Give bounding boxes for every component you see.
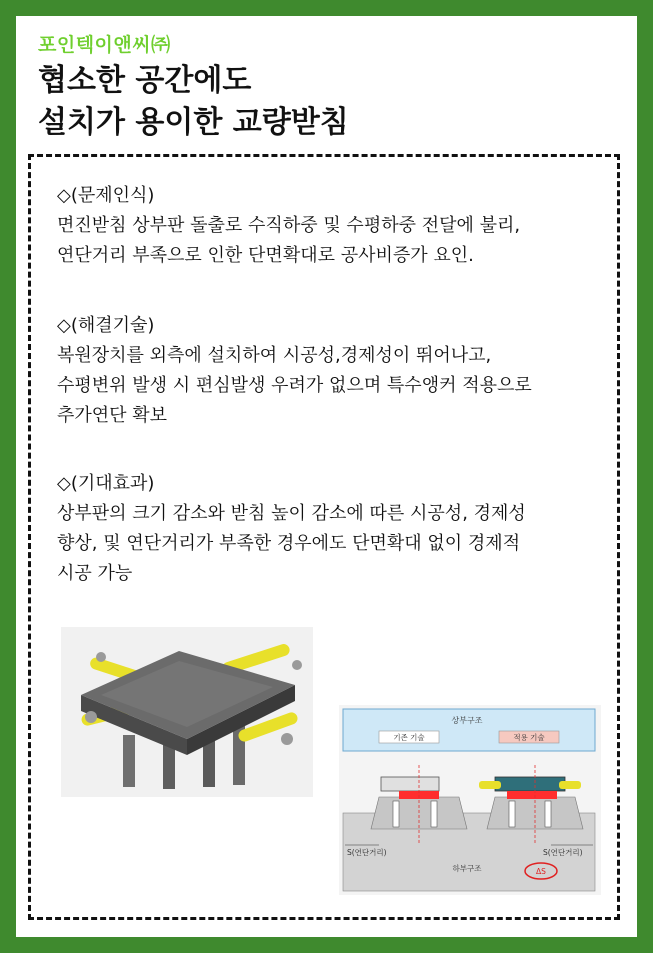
section-solution [57, 311, 532, 431]
edge-distance-right-label: S(연단거리) [543, 848, 583, 857]
section-line: 향상, 및 연단거리가 부족한 경우에도 단면확대 없이 경제적 [57, 533, 521, 554]
content-box [28, 154, 620, 920]
lower-structure-label: 하부구조 [452, 864, 482, 873]
section-line: 면진받침 상부판 돌출로 수직하중 및 수평하중 전달에 불리, [57, 215, 521, 236]
existing-tech-label: 기존 기술 [393, 733, 425, 742]
title-line-2: 설치가 용이한 교량받침 [38, 105, 349, 140]
delta-s-label: ΔS [536, 867, 546, 876]
section-effect [57, 469, 526, 589]
section-heading: ◇(문제인식) [57, 185, 155, 206]
section-line: 연단거리 부족으로 인한 단면확대로 공사비증가 요인. [57, 245, 474, 266]
card-panel [16, 16, 637, 937]
edge-distance-left-label: S(연단거리) [347, 848, 387, 857]
section-line: 추가연단 확보 [57, 405, 168, 426]
title-line-1: 협소한 공간에도 [38, 63, 252, 98]
applied-tech-label: 적용 기술 [513, 733, 545, 742]
section-heading: ◇(해결기술) [57, 315, 155, 336]
bearing-3d-image [61, 627, 313, 797]
section-heading: ◇(기대효과) [57, 473, 155, 494]
section-problem [57, 181, 520, 271]
section-line: 수평변위 발생 시 편심발생 우려가 없으며 특수앵커 적용으로 [57, 375, 532, 396]
upper-structure-label: 상부구조 [451, 716, 483, 725]
section-diagram [339, 705, 601, 895]
page-title [38, 60, 349, 144]
section-line: 시공 가능 [57, 563, 133, 584]
section-line: 상부판의 크기 감소와 받침 높이 감소에 따른 시공성, 경제성 [57, 503, 526, 524]
company-name: 포인텍이앤씨㈜ [38, 34, 171, 56]
section-line: 복원장치를 외측에 설치하여 시공성,경제성이 뛰어나고, [57, 345, 492, 366]
